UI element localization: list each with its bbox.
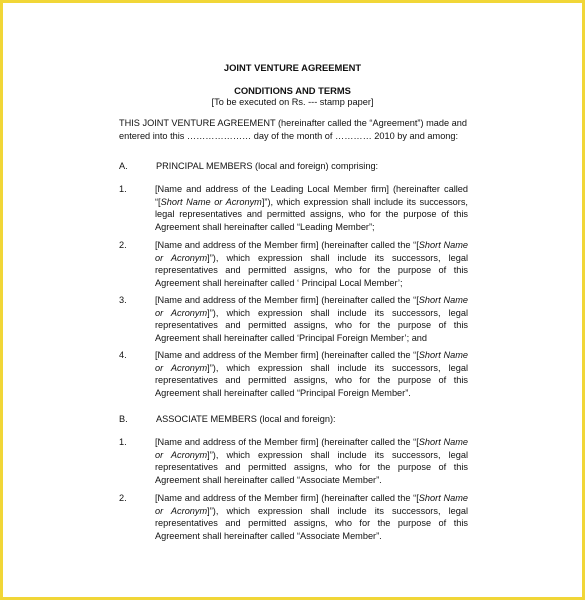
item-number: 4.: [119, 350, 127, 360]
acronym-placeholder: Short Name or Acronym: [155, 350, 468, 373]
document-title: JOINT VENTURE AGREEMENT: [223, 62, 362, 73]
acronym-placeholder: Short Name or Acronym: [155, 295, 468, 318]
faint-watermark: [89, 554, 92, 564]
item-number: 1.: [119, 184, 127, 194]
section-b-heading: ASSOCIATE MEMBERS (local and foreign):: [156, 414, 336, 424]
item-number: 3.: [119, 295, 127, 305]
section-b-number: B.: [119, 414, 128, 424]
item-text: [Name and address of the Member firm] (hereinafter called the “[Short Name or Acronym]”), which expression shall include its successors, legal representatives and permitted assigns, who for the purpose of this Agreement shall hereinafter called “Associate Member”.: [155, 437, 469, 485]
document-subtitle: CONDITIONS AND TERMS: [234, 85, 351, 96]
stamp-paper-note: [To be executed on Rs. --- stamp paper]: [211, 97, 374, 107]
acronym-placeholder: Short Name or Acronym: [155, 240, 468, 263]
item-text: [Name and address of the Member firm] (hereinafter called the “[Short Name or Acronym]”), which expression shall include its successors, legal representatives and permitted assigns, who for the purpose of this Agreement shall hereinafter called ‘Principal Foreign Member’; and: [155, 295, 469, 343]
acronym-placeholder: Short Name or Acronym: [155, 437, 468, 460]
item-text: [Name and address of the Member firm] (hereinafter called the “[Short Name or Acronym]”), which expression shall include its successors, legal representatives and permitted assigns, who for the purpose of this Agreement shall hereinafter called “Associate Member”.: [155, 493, 469, 541]
item-number: 2.: [119, 493, 127, 503]
acronym-placeholder: Short Name or Acronym: [160, 196, 262, 207]
item-text: [Name and address of the Leading Local Member firm] (hereinafter called “[Short Name or Acronym]”), which expression shall include its successors, legal representatives and permitted assigns, who for the purpose of this Agreement shall hereinafter called “Leading Member”;: [155, 184, 468, 232]
preamble-paragraph: THIS JOINT VENTURE AGREEMENT (hereinafter called the “Agreement”) made and entered into this ………………… day of the month of ………… 2010 by and among:: [119, 118, 467, 141]
item-number: 2.: [119, 240, 127, 250]
item-text: [Name and address of the Member firm] (hereinafter called the “[Short Name or Acronym]”), which expression shall include its successors, legal representatives and permitted assigns, who for the purpose of this Agreement shall hereinafter called ‘ Principal Local Member’;: [155, 240, 469, 288]
acronym-placeholder: Short Name or Acronym: [155, 493, 468, 516]
item-text: [Name and address of the Member firm] (hereinafter called the “[Short Name or Acronym]”), which expression shall include its successors, legal representatives and permitted assigns, who for the purpose of this Agreement shall hereinafter called “Principal Foreign Member”.: [155, 350, 469, 398]
document-page: [6, 6, 579, 594]
section-a-number: A.: [119, 161, 128, 171]
item-number: 1.: [119, 437, 127, 447]
section-a-heading: PRINCIPAL MEMBERS (local and foreign) comprising:: [156, 161, 379, 171]
